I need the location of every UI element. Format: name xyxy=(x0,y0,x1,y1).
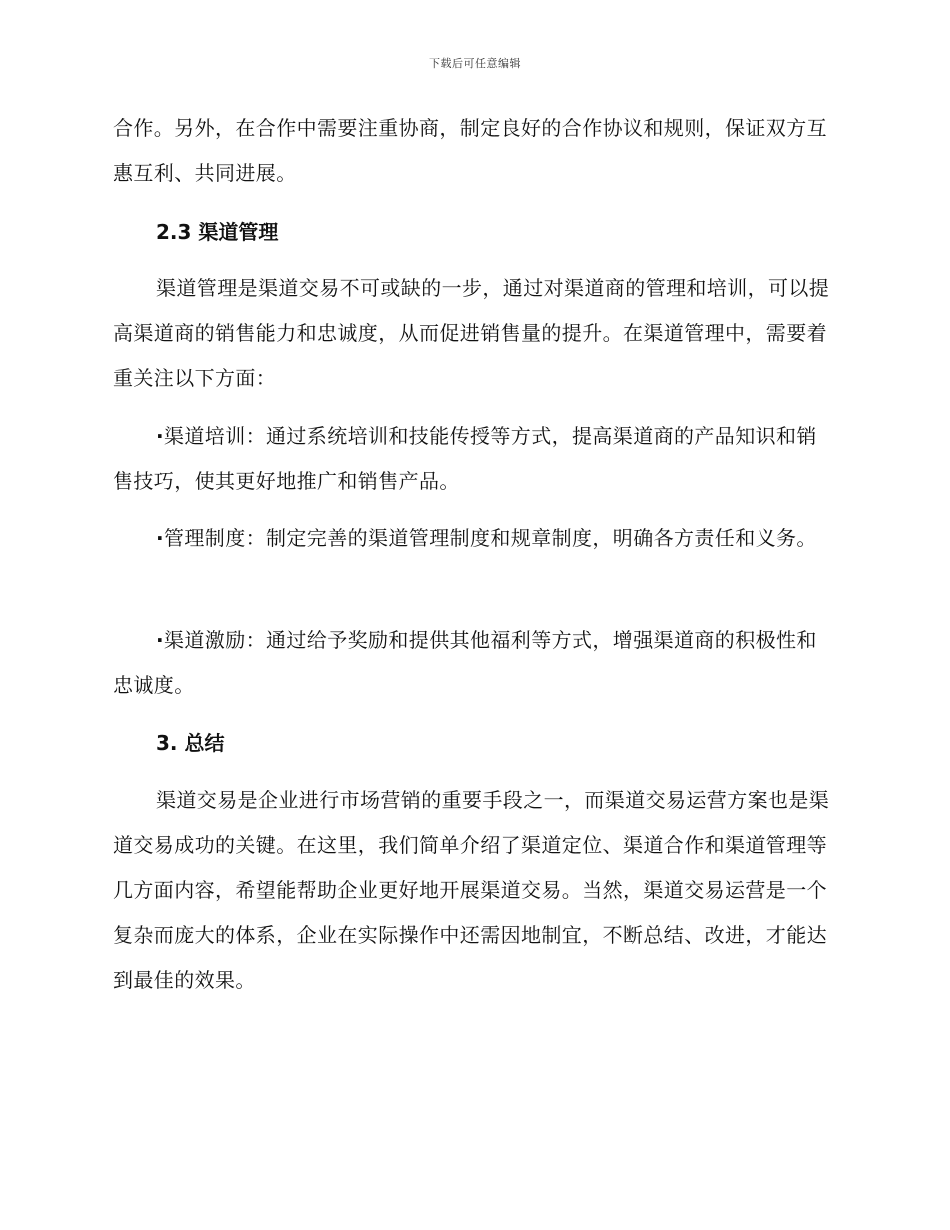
bullet-marker: · xyxy=(156,628,164,652)
bullet-text: 渠道培训：通过系统培训和技能传授等方式，提高渠道商的产品知识和销售技巧，使其更好地推广和销售产品。 xyxy=(113,424,817,493)
header-note: 下载后可任意编辑 xyxy=(429,57,521,70)
section-heading-2-3: 2.3 渠道管理 xyxy=(156,220,279,244)
bullet-text: 管理制度：制定完善的渠道管理制度和规章制度，明确各方责任和义务。 xyxy=(164,526,817,550)
paragraph-channel-management: 渠道管理是渠道交易不可或缺的一步，通过对渠道商的管理和培训，可以提高渠道商的销售能力和忠诚度，从而促进销售量的提升。在渠道管理中，需要着重关注以下方面： xyxy=(113,276,830,390)
bullet-marker: · xyxy=(156,424,164,448)
section-heading-3: 3. 总结 xyxy=(156,731,225,755)
bullet-marker: · xyxy=(156,526,164,550)
bullet-text: 渠道激励：通过给予奖励和提供其他福利等方式，增强渠道商的积极性和忠诚度。 xyxy=(113,628,817,697)
bullet-item-channel-incentive xyxy=(113,618,835,708)
paragraph-summary: 渠道交易是企业进行市场营销的重要手段之一，而渠道交易运营方案也是渠道交易成功的关键。在这里，我们简单介绍了渠道定位、渠道合作和渠道管理等几方面内容，希望能帮助企业更好地开展渠道交易。当然，渠道交易运营是一个复杂而庞大的体系，企业在实际操作中还需因地制宜，不断总结、改进，才能达到最佳的效果。 xyxy=(113,788,830,992)
bullet-item-management-system xyxy=(113,516,835,561)
bullet-item-channel-training xyxy=(113,414,835,504)
paragraph-continuation: 合作。另外，在合作中需要注重协商，制定良好的合作协议和规则，保证双方互惠互利、共同进展。 xyxy=(113,116,827,185)
